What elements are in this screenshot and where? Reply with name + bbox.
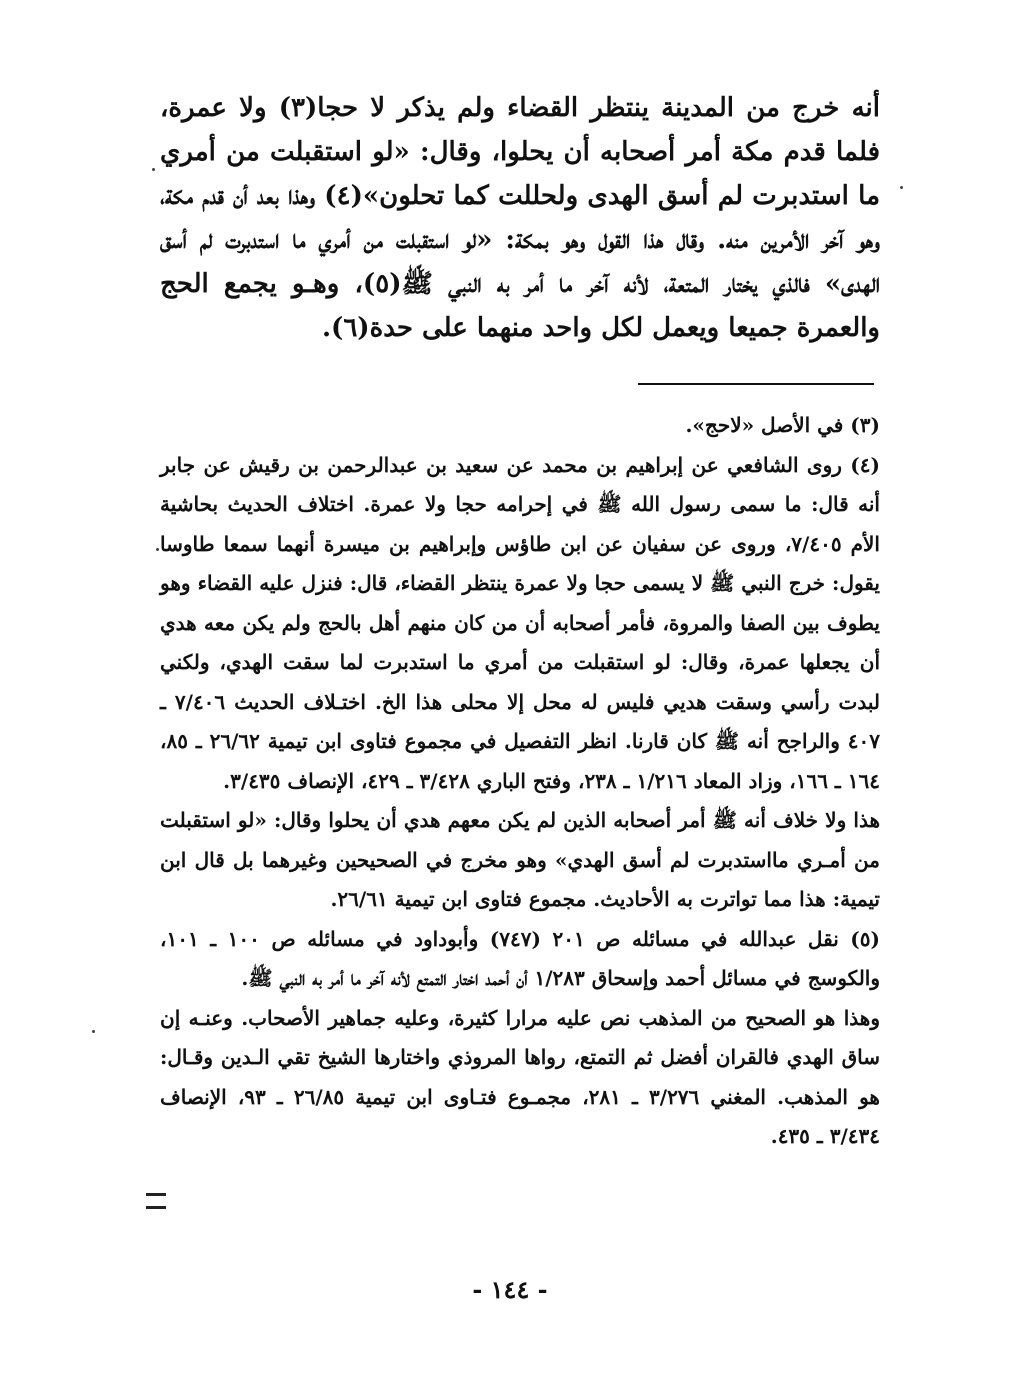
page-number: - ١٤٤ -: [472, 1275, 548, 1304]
footnote-5-continuation: وهذا هو الصحيح من المذهب نص عليه مرارا كثيرة، وعليه جماهير الأصحاب. وعنـه إن ساق الهدي فالقران أفضل ثم التمتع، رواها المروذي واختارها الشيخ تقي الـدين وقـال: هو المذهب. المغني ٣/٢٧٦ ـ ٢٨١، مجمـوع فتـاوى ابن تيمية ٢٦/٨٥ ـ ٩٣، الإنصاف ٣/٤٣٤ ـ ٤٣٥.: [160, 1005, 880, 1148]
footnotes-block: [160, 406, 880, 1157]
footnote-5: (٥) نقل عبدالله في مسائله ص ٢٠١ (٧٤٧) وأبوداود في مسائله ص ١٠٠ ـ ١٠١، والكوسج في مسائل أحمد وإسحاق ١/٢٨٣ أن أحمد اختار التمتع لأنه آخر ما أمر به النبي ﷺ.: [160, 926, 880, 990]
footnote-4-continuation: هذا ولا خلاف أنه ﷺ أمر أصحابه الذين لم يكن معهم هدي أن يحلوا وقال: «لو استقبلت من أمـري مااستدبرت لم أسق الهدي» وهو مخرج في الصحيحين وغيرهما بل قال ابن تيمية: هذا مما تواترت به الأحاديث. مجموع فتاوى ابن تيمية ٢٦/٦١.: [160, 808, 880, 911]
main-paragraph: أنه خرج من المدينة ينتظر القضاء ولم يذكر لا حجا(٣) ولا عمرة، فلما قدم مكة أمر أصحابه أن يحلوا، وقال: «لو استقبلت من أمري ما استدبرت لم أسق الهدى ولحللت كما تحلون»(٤) وهذا بعد أن قدم مكة، وهو آخر الأمرين منه. وقال هذا القول وهو بمكة: «لو استقبلت من أمري ما استدبرت لم أسق الهدى» فالذي يختار المتعة، لأنه آخر ما أمر به النبي ﷺ(٥)، وهـو يجمع الحج والعمرة جميعا ويعمل لكل واحد منهما على حدة(٦).: [160, 93, 880, 343]
scan-speck: [156, 548, 159, 551]
margin-mark: [146, 1193, 166, 1209]
footnote-4: (٤) روى الشافعي عن إبراهيم بن محمد عن سعيد بن عبدالرحمن بن رقيش عن جابر أنه قال: ما سمى رسول الله ﷺ في إحرامه حجا ولا عمرة. اختلاف الحديث بحاشية الأم ٧/٤٠٥، وروى عن سفيان عن ابن طاؤس وإبراهيم بن ميسرة أنهما سمعا طاوسا يقول: خرج النبي ﷺ لا يسمى حجا ولا عمرة ينتظر القضاء، قال: فنزل عليه القضاء وهو يطوف بين الصفا والمروة، فأمر أصحابه أن من كان منهم أهل بالحج ولم يكن معه هدي أن يجعلها عمرة، وقال: لو استقبلت من أمري ما استدبرت لما سقت الهدي، ولكني لبدت رأسي وسقت هديي فليس له محل إلا محلى هذا الخ. اختـلاف الحديث ٧/٤٠٦ ـ ٤٠٧ والراجح أنه ﷺ كان قارنا. انظر التفصيل في مجموع فتاوى ابن تيمية ٢٦/٦٢ ـ ٨٥، ١٦٤ ـ ١٦٦، وزاد المعاد ١/٢١٦ ـ ٢٣٨، وفتح الباري ٣/٤٢٨ ـ ٤٢٩، الإنصاف ٣/٤٣٥.: [160, 452, 881, 793]
scan-speck: [900, 186, 903, 189]
scan-speck: [92, 1030, 95, 1033]
main-text-block: [160, 86, 880, 350]
footnote-3: (٣) في الأصل «لاحج».: [685, 413, 880, 437]
scan-speck: [152, 168, 155, 171]
footnote-divider: [638, 383, 874, 385]
